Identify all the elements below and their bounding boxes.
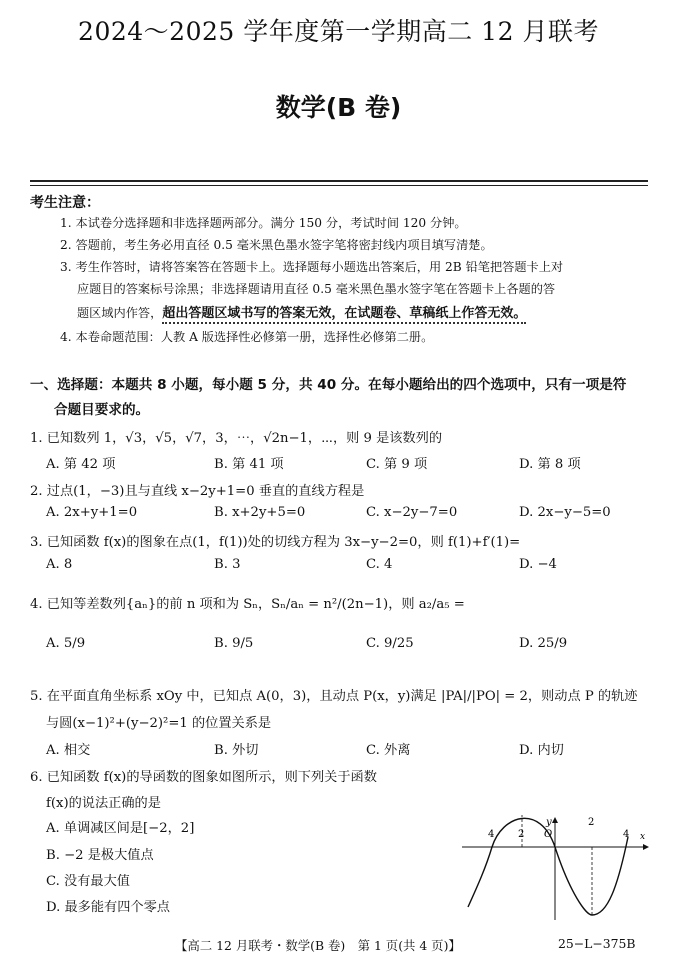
section-heading: 一、选择题：本题共 8 小题，每小题 5 分，共 40 分。在每小题给出的四个选项中，只有一项是符 — [30, 377, 627, 393]
notice-item-3-end-text: 题区域内作答， — [77, 306, 163, 320]
q2-option-a: A. 2x+y+1=0 — [46, 505, 138, 520]
question-5-stem-cont: 与圆(x−1)²+(y−2)²=1 的位置关系是 — [46, 716, 272, 731]
q1-option-a: A. 第 42 项 — [46, 457, 116, 472]
label-neg2: 2 — [518, 829, 525, 840]
header-rule-thin — [30, 185, 648, 186]
section-heading-cont: 合题目要求的。 — [54, 402, 150, 418]
q1-option-b: B. 第 41 项 — [214, 457, 284, 472]
q5-option-d: D. 内切 — [519, 743, 564, 758]
paper-code: 25−L−375B — [558, 936, 636, 951]
notice-item-4: 4. 本卷命题范围：人教 A 版选择性必修第一册，选择性必修第二册。 — [60, 330, 434, 344]
question-1-stem: 1. 已知数列 1，√3，√5，√7，3，⋯，√2n−1，⋯，则 9 是该数列的 — [30, 431, 443, 446]
header-rule-thick — [30, 180, 648, 182]
page-title: 2024～2025 学年度第一学期高二 12 月联考 — [78, 17, 599, 46]
notice-item-3: 3. 考生作答时，请将答案答在答题卡上。选择题每小题选出答案后，用 2B 铅笔把答题卡上对 — [60, 260, 564, 274]
label-pos2: 2 — [588, 817, 595, 828]
notice-warning: 超出答题区域书写的答案无效，在试题卷、草稿纸上作答无效。 — [162, 306, 526, 324]
question-6-stem: 6. 已知函数 f(x)的导函数的图象如图所示，则下列关于函数 — [30, 770, 377, 785]
page-subtitle: 数学(B 卷) — [275, 93, 402, 122]
q6-option-c: C. 没有最大值 — [46, 874, 130, 889]
q6-option-d: D. 最多能有四个零点 — [46, 900, 170, 915]
question-2-stem: 2. 过点(1，−3)且与直线 x−2y+1=0 垂直的直线方程是 — [30, 484, 365, 499]
q3-option-b: B. 3 — [214, 557, 241, 572]
label-pos4: 4 — [623, 829, 630, 840]
page-footer: 【高二 12 月联考・数学(B 卷) 第 1 页(共 4 页)】 — [175, 938, 461, 953]
question-4-stem: 4. 已知等差数列{aₙ}的前 n 项和为 Sₙ，Sₙ/aₙ = n²/(2n−1)，则 a₂/a₅ = — [30, 597, 465, 612]
label-origin: O — [544, 829, 553, 840]
q4-option-b: B. 9/5 — [214, 636, 254, 651]
question-6-stem-cont: f(x)的说法正确的是 — [46, 796, 161, 811]
q6-option-a: A. 单调减区间是[−2，2] — [46, 821, 195, 836]
q5-option-c: C. 外离 — [366, 743, 411, 758]
derivative-graph — [460, 815, 655, 925]
q2-option-d: D. 2x−y−5=0 — [519, 505, 611, 520]
q1-option-d: D. 第 8 项 — [519, 457, 581, 472]
notice-item-2: 2. 答题前，考生务必用直径 0.5 毫米黑色墨水签字笔将密封线内项目填写清楚。 — [60, 238, 493, 252]
q5-option-a: A. 相交 — [46, 743, 91, 758]
notice-item-3-cont: 应题目的答案标号涂黑；非选择题请用直径 0.5 毫米黑色墨水签字笔在答题卡上各题的答 — [77, 282, 556, 296]
q5-option-b: B. 外切 — [214, 743, 259, 758]
question-3-stem: 3. 已知函数 f(x)的图象在点(1，f(1))处的切线方程为 3x−y−2=0，则 f(1)+f′(1)= — [30, 535, 521, 550]
q4-option-c: C. 9/25 — [366, 636, 414, 651]
label-y: y — [546, 817, 552, 828]
question-5-stem: 5. 在平面直角坐标系 xOy 中，已知点 A(0，3)，且动点 P(x，y)满足 |PA|/|PO| = 2，则动点 P 的轨迹 — [30, 689, 638, 704]
q2-option-c: C. x−2y−7=0 — [366, 505, 458, 520]
q1-option-c: C. 第 9 项 — [366, 457, 428, 472]
q3-option-c: C. 4 — [366, 557, 393, 572]
q2-option-b: B. x+2y+5=0 — [214, 505, 306, 520]
q4-option-a: A. 5/9 — [46, 636, 86, 651]
notice-heading: 考生注意： — [30, 195, 100, 211]
q3-option-d: D. −4 — [519, 557, 557, 572]
label-x: x — [640, 832, 646, 842]
q6-option-b: B. −2 是极大值点 — [46, 848, 154, 863]
label-neg4: 4 — [488, 829, 495, 840]
q3-option-a: A. 8 — [46, 557, 73, 572]
notice-item-3-end — [77, 302, 526, 321]
notice-item-1: 1. 本试卷分选择题和非选择题两部分。满分 150 分，考试时间 120 分钟。 — [60, 216, 467, 230]
q4-option-d: D. 25/9 — [519, 636, 568, 651]
